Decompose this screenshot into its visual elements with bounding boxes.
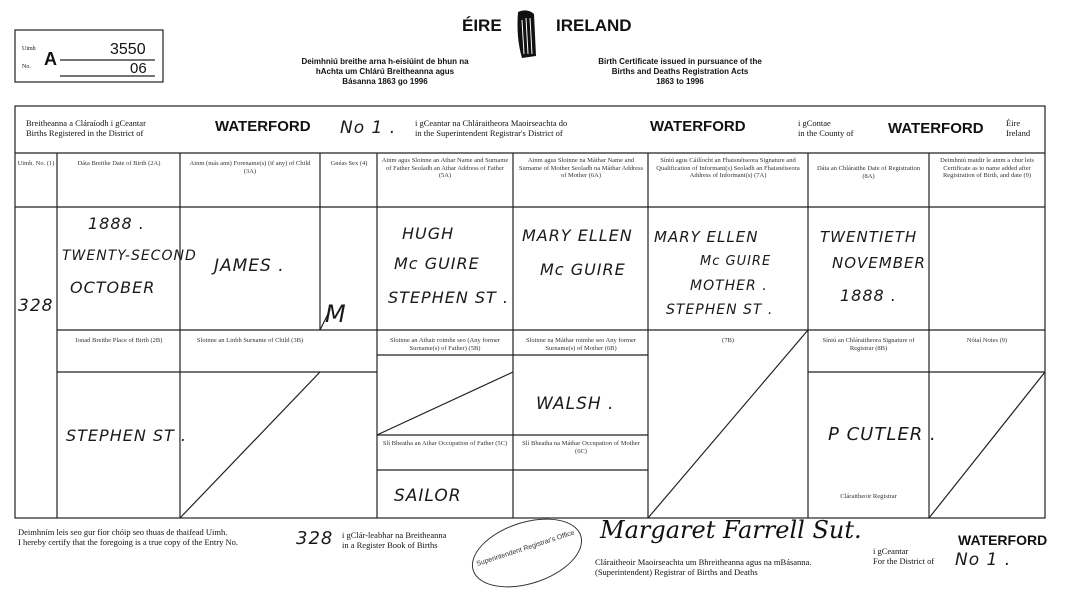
col-header-9b: Nótaí Notes (9) [966,337,1008,344]
mother-name-1: MARY ELLEN [522,226,633,245]
father-name-1: HUGH [402,224,455,243]
col-header-5c: Slí Bheatha an Athar Occupation of Father (5C) [382,440,508,447]
footer-superintendent-label: Cláraitheoir Maoirseachta um Bhreitheanna agus na mBásanna. (Superintendent) Registrar of Births and Deaths [595,557,812,577]
district-value: WATERFORD [215,118,311,135]
col-header-8a: Dáta an Chláraithe Date of Registration (8A) [816,165,921,180]
col-header-6c: Slí Bheatha na Máthar Occupation of Mother (6C) [522,440,640,455]
col-header-6a: Ainm agus Sloinne na Máthar Name and Surname of Mother Seoladh na Máthar Address of Mother (6A) [518,157,644,179]
child-forename: JAMES . [214,256,285,276]
col-header-3b: Sloinne an Linbh Surname of Child (3B) [196,337,304,344]
harp-emblem-icon [512,8,542,62]
father-occupation: SAILOR [394,486,462,506]
cert-no-label: No. [22,64,31,70]
col-header-9: Deimhniú maidir le ainm a chur leis Certificate as to name added after Registration of Birth, and date (9) [940,157,1034,179]
country-label: Éire Ireland [1006,118,1031,138]
mother-name-2: Mc GUIRE [540,260,626,279]
cert-uimh-label: Uimh [22,46,36,52]
footer-district-label: i gCeantar For the District of [873,546,935,566]
col-header-5a: Ainm agus Sloinne an Athar Name and Surname of Father Seoladh an Athar Address of Father (5A) [381,157,509,179]
col-header-2a: Dáta Breithe Date of Birth (2A) [77,160,161,167]
col-header-6b: Sloinne na Máthar roimhe seo Any former Surname(s) of Mother (6B) [525,337,637,352]
col-header-5b: Sloinne an Athair roimhe seo (Any former Surname(s) of Father) (5B) [389,337,501,352]
place-of-birth: STEPHEN ST . [66,426,187,445]
registrar-office-stamp: Superintendent Registrar's Office [463,506,591,600]
footer-certify-text: Deimhním leis seo gur fíor chóip seo thuas de thaifead Uimh. I hereby certify that the foregoing is a true copy of the Entry No. [18,527,238,547]
father-address: STEPHEN ST . [388,288,509,307]
county-label: i gContae in the County of [798,118,854,138]
mother-former-surname: WALSH . [536,394,615,414]
col-header-4: Gnéas Sex (4) [330,160,368,167]
col-header-3a: Ainm (más ann) Forename(s) (if any) of Child (3A) [189,160,311,175]
informant-line-1: MARY ELLEN [654,228,759,246]
footer-register-book: i gClár-leabhar na Breitheanna in a Register Book of Births [342,530,447,550]
informant-line-4: STEPHEN ST . [666,302,774,318]
child-sex: M [325,300,347,328]
cert-number-bottom: 06 [130,60,147,77]
informant-line-3: MOTHER . [690,278,768,294]
superintendent-signature: Margaret Farrell Sut. [600,516,862,544]
header-ireland: IRELAND [556,16,632,35]
birth-day: TWENTY-SECOND [62,248,197,264]
header-eire: ÉIRE [462,16,502,35]
col-header-7b: (7B) [722,337,734,344]
footer-entry-number: 328 [296,528,334,549]
registration-day: TWENTIETH [820,228,918,246]
county-value: WATERFORD [888,120,984,137]
district-label: Breitheanna a Cláraíodh i gCeantar Births Registered in the District of [26,118,146,138]
entry-number: 328 [18,296,54,316]
birth-month: OCTOBER [70,278,156,297]
col-header-2b: Ionad Breithe Place of Birth (2B) [75,337,163,344]
footer-district-value: WATERFORD [958,532,1048,548]
footer-district-no: No 1 . [955,550,1012,570]
col-header-7a: Síniú agus Cáilíocht an Fhaisnéiseora Signature and Qualification of Informant(s) Seoladh an Fhaisnéiseora Address of Informant(s) (7A) [656,157,800,179]
header-irish-title: Deimhniú breithe arna h-eisiúint de bhun na hAchta um Chlárú Breitheanna agus Básanna 1863 go 1996 [301,57,469,86]
registration-month: NOVEMBER [832,254,926,272]
supt-value: WATERFORD [650,118,746,135]
district-no-value: No 1 . [340,118,397,138]
supt-label: i gCeantar na Chláraitheora Maoirseachta do in the Superintendent Registrar's District of [415,118,568,138]
header-english-title: Birth Certificate issued in pursuance of the Births and Deaths Registration Acts 1863 to 1996 [598,57,762,86]
cert-number-top: 3550 [110,41,146,58]
registration-year: 1888 . [840,286,897,305]
col-header-8b: Síniú an Chláraitheora Signature of Registrar (8B) [822,337,915,352]
informant-line-2: Mc GUIRE [700,254,772,269]
registrar-signature: P CUTLER . [828,424,937,445]
father-name-2: Mc GUIRE [394,254,480,273]
birth-year: 1888 . [88,214,145,233]
col-header-8c: Cláraitheoir Registrar [840,493,897,500]
cert-letter: A [44,49,57,69]
col-header-1: Uimh. No. (1) [17,160,55,167]
